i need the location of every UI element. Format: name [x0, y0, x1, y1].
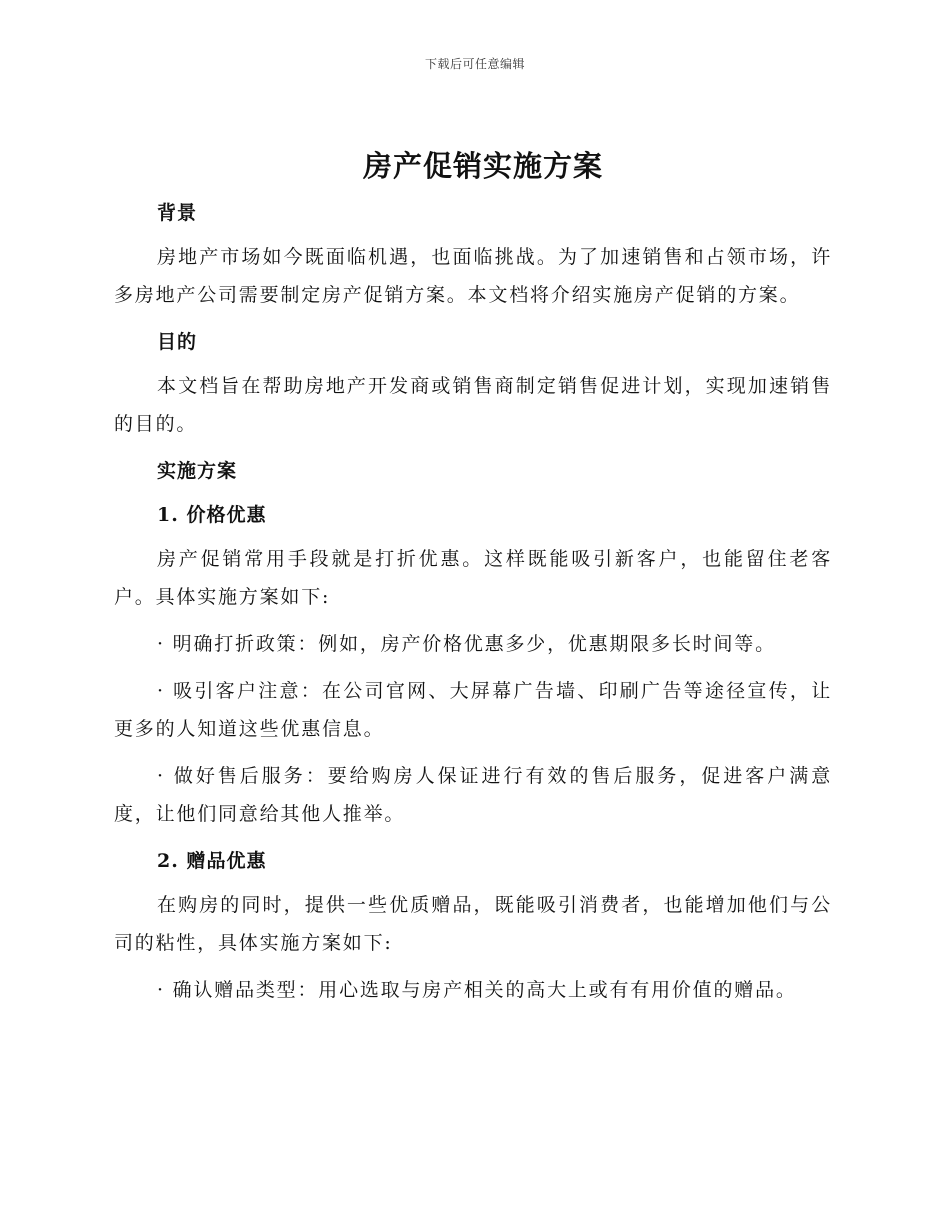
header-note: 下载后可任意编辑: [424, 57, 525, 71]
subsection-heading-price: 1. 价格优惠: [157, 503, 267, 526]
paragraph-price-intro: 房产促销常用手段就是打折优惠。这样既能吸引新客户，也能留住老客户。具体实施方案如下:: [114, 547, 832, 608]
document-body: [114, 146, 832, 1009]
section-heading-plan: 实施方案: [157, 459, 238, 482]
paragraph-background: 房地产市场如今既面临机遇，也面临挑战。为了加速销售和占领市场，许多房地产公司需要制定房产促销方案。本文档将介绍实施房产促销的方案。: [114, 245, 832, 306]
subsection-heading-gift: 2. 赠品优惠: [157, 849, 267, 872]
paragraph-gift-intro: 在购房的同时，提供一些优质赠品，既能吸引消费者，也能增加他们与公司的粘性，具体实施方案如下:: [114, 893, 832, 954]
section-heading-background: 背景: [157, 201, 198, 224]
list-item-price-2: · 吸引客户注意：在公司官网、大屏幕广告墙、印刷广告等途径宣传，让更多的人知道这些优惠信息。: [114, 679, 832, 740]
list-item-price-1: · 明确打折政策：例如，房产价格优惠多少，优惠期限多长时间等。: [157, 632, 776, 655]
document-title: 房产促销实施方案: [362, 149, 603, 183]
list-item-price-3: · 做好售后服务：要给购房人保证进行有效的售后服务，促进客户满意度，让他们同意给其他人推举。: [114, 764, 832, 825]
list-item-gift-1: · 确认赠品类型：用心选取与房产相关的高大上或有有用价值的赠品。: [157, 978, 797, 1001]
paragraph-purpose: 本文档旨在帮助房地产开发商或销售商制定销售促进计划，实现加速销售的目的。: [114, 374, 832, 435]
section-heading-purpose: 目的: [157, 330, 198, 353]
